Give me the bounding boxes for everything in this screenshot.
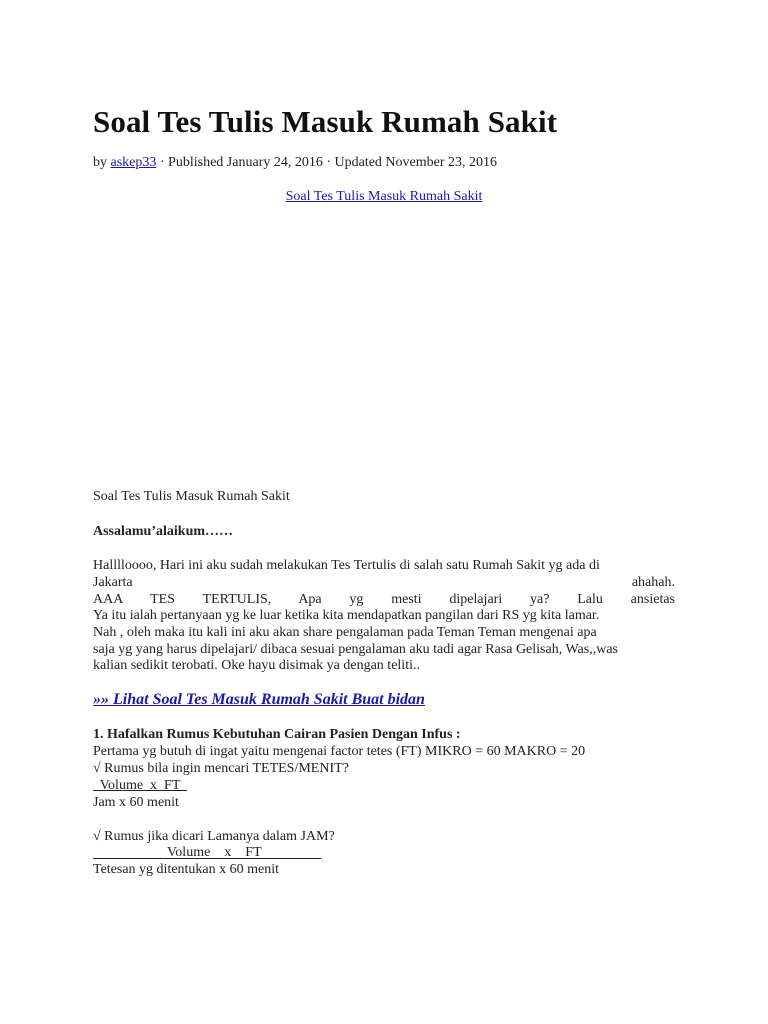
section-1-line-1: Pertama yg butuh di ingat yaitu mengenai factor tetes (FT) MIKRO = 60 MAKRO = 20 [93, 744, 586, 759]
byline-dates: · Published January 24, 2016 · Updated November 23, 2016 [159, 155, 497, 170]
para-line-2-left: Jakarta [93, 575, 133, 590]
section-1-line-3: √ Rumus jika dicari Lamanya dalam JAM? [93, 829, 335, 844]
author-link[interactable]: askep33 [110, 155, 157, 170]
para-line-4: Ya itu ialah pertanyaan yg ke luar ketika kita mendapatkan pangilan dari RS yg kita lamar. [93, 608, 600, 623]
para-line-3: AAA TES TERTULIS, Apa yg mesti dipelajari ya? Lalu ansietas [93, 592, 675, 607]
header-link-wrap [0, 189, 768, 205]
byline-by: by [93, 155, 107, 170]
formula-1-denominator: Jam x 60 menit [93, 795, 179, 810]
subtitle-text: Soal Tes Tulis Masuk Rumah Sakit [93, 489, 290, 504]
section-1-line-2: √ Rumus bila ingin mencari TETES/MENIT? [93, 761, 349, 776]
para-line-2-right: ahahah. [631, 575, 675, 590]
para-line-6: saja yg yang harus dipelajari/ dibaca sesuai pengalaman aku tadi agar Rasa Gelisah, Was,,was [93, 642, 618, 657]
formula-2-fraction-bar [93, 858, 321, 859]
byline [93, 155, 497, 171]
para-line-7: kalian sedikit terobati. Oke hayu disimak ya dengan teliti.. [93, 658, 420, 673]
formula-2-numerator: Volume x FT [167, 845, 262, 860]
para-line-5: Nah , oleh maka itu kali ini aku akan share pengalaman pada Teman Teman mengenai apa [93, 625, 597, 640]
page-title: Soal Tes Tulis Masuk Rumah Sakit [93, 104, 558, 139]
formula-2-denominator: Tetesan yg ditentukan x 60 menit [93, 862, 280, 877]
greeting-text: Assalamu’alaikum…… [93, 524, 234, 539]
para-line-1: Halllloooo, Hari ini aku sudah melakukan Tes Tertulis di salah satu Rumah Sakit yg ada di [93, 558, 600, 573]
article-title-link[interactable]: Soal Tes Tulis Masuk Rumah Sakit [285, 189, 483, 204]
formula-1-numerator: Volume x FT [93, 778, 188, 793]
section-1-heading: 1. Hafalkan Rumus Kebutuhan Cairan Pasien Dengan Infus : [93, 727, 461, 742]
lihat-soal-link[interactable]: »» Lihat Soal Tes Masuk Rumah Sakit Buat bidan [93, 691, 425, 708]
